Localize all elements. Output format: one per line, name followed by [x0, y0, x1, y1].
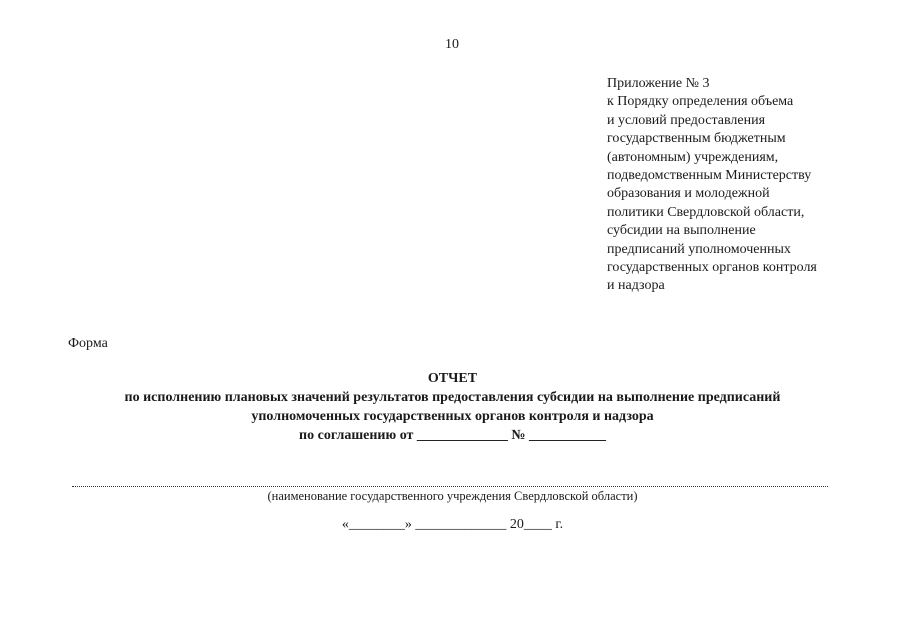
date-field: «________» _____________ 20____ г. — [341, 517, 564, 532]
appendix-line: подведомственным Министерству — [607, 168, 812, 184]
report-title-block — [0, 369, 905, 445]
report-heading: ОТЧЕТ — [427, 371, 478, 386]
organization-name-caption: (наименование государственного учреждения Свердловской области) — [267, 489, 638, 503]
appendix-line: и условий предоставления — [607, 112, 766, 128]
appendix-header — [607, 75, 847, 296]
report-subtitle-line2: уполномоченных государственных органов контроля и надзора — [251, 409, 654, 424]
appendix-line: (автономным) учреждениям, — [607, 149, 779, 165]
appendix-line: субсидии на выполнение — [607, 223, 756, 239]
appendix-line: политики Свердловской области, — [607, 204, 805, 220]
report-subtitle-line1: по исполнению плановых значений результатов предоставления субсидии на выполнение предписаний — [124, 390, 781, 405]
agreement-line: по соглашению от _____________ № ___________ — [299, 428, 606, 443]
appendix-line: государственным бюджетным — [607, 131, 786, 147]
appendix-line: предписаний уполномоченных — [607, 241, 791, 257]
appendix-line: государственных органов контроля — [607, 260, 817, 276]
form-label: Форма — [68, 336, 108, 351]
appendix-line: образования и молодежной — [607, 186, 770, 202]
appendix-line: к Порядку определения объема — [607, 94, 794, 110]
appendix-line: и надзора — [607, 278, 665, 294]
page-number: 10 — [445, 37, 459, 52]
organization-name-field — [72, 486, 828, 487]
appendix-line: Приложение № 3 — [607, 76, 710, 91]
